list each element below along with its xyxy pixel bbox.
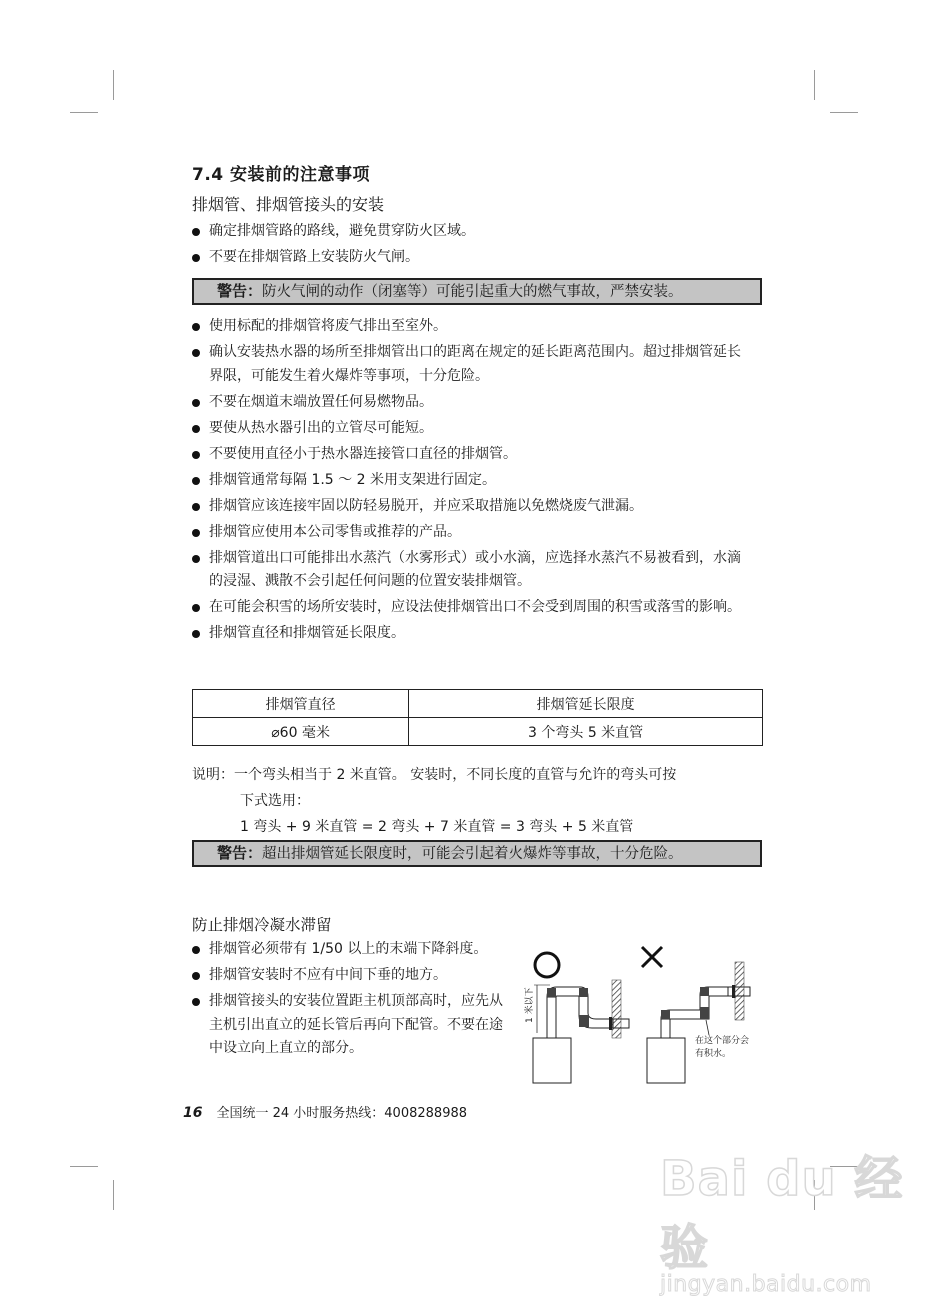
list-item: 排烟管直径和排烟管延长限度。 [192,622,752,646]
list-item: 不要使用直径小于热水器连接管口直径的排烟管。 [192,443,752,467]
list-item: 使用标配的排烟管将废气排出至室外。 [192,315,752,339]
table-row [193,718,763,746]
warning-text: 防火气闸的动作（闭塞等）可能引起重大的燃气事故，严禁安装。 [262,284,683,300]
condensation-title: 防止排烟冷凝水滞留 [192,916,332,934]
list-item: 排烟管通常每隔 1.5 ～ 2 米用支架进行固定。 [192,469,752,493]
watermark [660,1140,928,1297]
note-line: 下式选用： [240,793,310,809]
table-cell: ⌀60 毫米 [193,718,409,746]
bullet-icon [192,399,200,407]
table-cell: 3 个弯头 5 米直管 [409,718,763,746]
hotline-text: 全国统一 24 小时服务热线：4008288988 [216,1106,468,1121]
page-footer [183,1102,467,1121]
list-item: 排烟管必须带有 1/50 以上的末端下降斜度。 [192,938,514,962]
note-formula: 1 弯头 + 9 米直管 = 2 弯头 + 7 米直管 = 3 弯头 + 5 米直管 [240,819,634,835]
bullet-icon [192,425,200,433]
bullet-icon [192,228,200,236]
list-item: 不要在烟道末端放置任何易燃物品。 [192,391,752,415]
correct-icon [535,953,559,977]
bullet-icon [192,323,200,331]
warning-box [192,840,762,867]
crop-mark [70,1166,98,1167]
section-subtitle: 排烟管、排烟管接头的安装 [192,195,385,214]
crop-mark [70,112,98,113]
list-item: 确认安装热水器的场所至排烟管出口的距离在规定的延长距离范围内。超过排烟管延长界限，可能发生着火爆炸等事项，十分危险。 [192,341,752,388]
bullet-icon [192,529,200,537]
spec-table [192,689,763,746]
crop-mark [113,70,114,100]
warning-label: 警告： [217,282,263,300]
table-header-row [193,690,763,718]
watermark-url: jingyan.baidu.com [660,1272,872,1297]
page-number: 16 [183,1105,203,1121]
bullet-icon [192,503,200,511]
water-note: 在这个部分会 [695,1036,750,1046]
crop-mark [814,70,815,100]
pipe-diagram [520,935,780,1085]
bullet-list-routing [192,220,752,272]
crop-mark [113,1180,114,1210]
list-item: 要使从热水器引出的立管尽可能短。 [192,417,752,441]
list-item: 在可能会积雪的场所安装时，应设法使排烟管出口不会受到周围的积雪或落雪的影响。 [192,596,752,620]
bullet-icon [192,451,200,459]
wrong-icon [642,947,662,967]
table-header-cell: 排烟管延长限度 [409,690,763,718]
warning-box [192,278,762,305]
bullet-icon [192,555,200,563]
list-item: 排烟管应该连接牢固以防轻易脱开，并应采取措施以免燃烧废气泄漏。 [192,495,752,519]
list-item: 不要在排烟管路上安装防火气闸。 [192,246,752,270]
warning-text: 超出排烟管延长限度时，可能会引起着火爆炸等事故，十分危险。 [262,846,683,862]
bullet-list-requirements [192,315,752,648]
bullet-icon [192,349,200,357]
crop-mark [830,112,858,113]
list-item: 排烟管道出口可能排出水蒸汽（水雾形式）或小水滴，应选择水蒸汽不易被看到，水滴的浸湿、溅散不会引起任何问题的位置安装排烟管。 [192,547,752,594]
height-label: 1 米以下 [525,987,535,1023]
list-item: 确定排烟管路的路线，避免贯穿防火区域。 [192,220,752,244]
note-line: 说明：一个弯头相当于 2 米直管。 安装时，不同长度的直管与允许的弯头可按 [192,767,677,783]
list-item: 排烟管应使用本公司零售或推荐的产品。 [192,521,752,545]
bullet-icon [192,604,200,612]
watermark-brand: Bai du 经验 [660,1151,904,1276]
warning-label: 警告： [217,844,263,862]
list-item: 排烟管接头的安装位置距主机顶部高时，应先从主机引出直立的延长管后再向下配管。不要在途中设立向上直立的部分。 [192,990,514,1061]
section-title: 7.4 安装前的注意事项 [192,165,371,185]
bullet-icon [192,998,200,1006]
bullet-icon [192,946,200,954]
note-block [192,762,762,840]
bullet-list-condensation [192,938,514,1063]
bullet-icon [192,254,200,262]
water-note: 有积水。 [695,1049,732,1059]
table-header-cell: 排烟管直径 [193,690,409,718]
bullet-icon [192,630,200,638]
list-item: 排烟管安装时不应有中间下垂的地方。 [192,964,514,988]
bullet-icon [192,972,200,980]
bullet-icon [192,477,200,485]
